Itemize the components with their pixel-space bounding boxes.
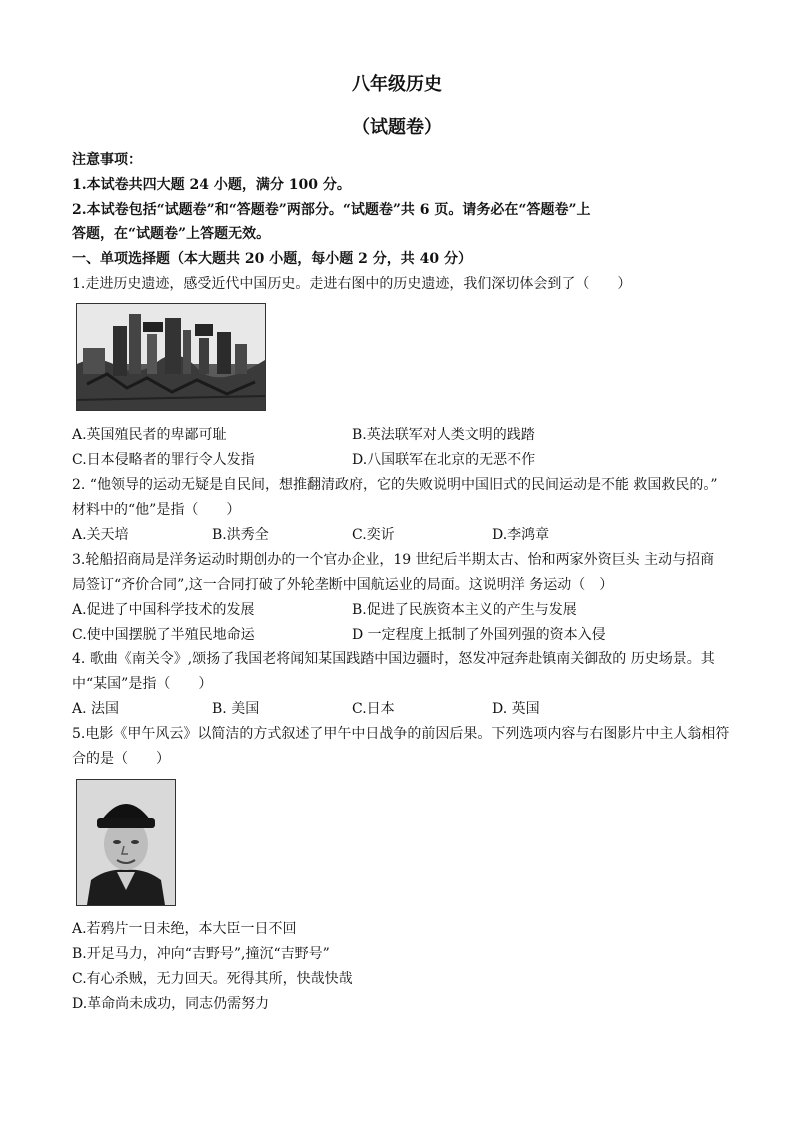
question-4-stem-line-2: 中“某国”是指（ ）: [72, 676, 213, 692]
question-5-option-c: C.有心杀贼，无力回天。死得其所，快哉快哉: [72, 971, 353, 987]
question-2-stem-line-2: 材料中的“他”是指（ ）: [72, 502, 241, 518]
section-heading: 一、单项选择题（本大题共 20 小题，每小题 2 分，共 40 分）: [72, 251, 472, 267]
question-4-option-d: D. 英国: [492, 701, 540, 717]
question-2-stem-line-1: 2. “他领导的运动无疑是自民间，想推翻清政府，它的失败说明中国旧式的民间运动是不能 救国救民的。”: [72, 477, 718, 493]
question-4-option-a: A. 法国: [72, 701, 120, 717]
question-5-option-d: D.革命尚未成功，同志仍需努力: [72, 996, 270, 1012]
question-5-option-b: B.开足马力，冲向“吉野号”,撞沉“吉野号”: [72, 946, 330, 962]
portrait-drawing: [77, 780, 175, 905]
notes-item-2-line-1: 2.本试卷包括“试题卷”和“答题卷”两部分。“试题卷”共 6 页。请务必在“答题卷”上: [72, 202, 591, 218]
question-4-option-b: B. 美国: [212, 701, 260, 717]
question-1-option-d: D.八国联军在北京的无恶不作: [352, 452, 536, 468]
question-3-option-a: A.促进了中国科学技术的发展: [72, 602, 255, 618]
question-4-stem-line-1: 4. 歌曲《南关令》,颂扬了我国老将闻知某国践踏中国边疆时，怒发冲冠奔赴镇南关御敌的 历史场景。其: [72, 651, 715, 667]
question-5-option-a: A.若鸦片一日未绝，本大臣一日不回: [72, 921, 297, 937]
question-1-option-a: A.英国殖民者的卑鄙可耻: [72, 427, 227, 443]
notes-heading: 注意事项：: [72, 152, 142, 168]
question-3-stem-line-1: 3.轮船招商局是洋务运动时期创办的一个官办企业，19 世纪后半期太古、怡和两家外资巨头 主动与招商: [72, 552, 715, 568]
question-3-stem-line-2: 局签订“齐价合同”,这一合同打破了外轮垄断中国航运业的局面。这说明洋 务运动（ ）: [72, 577, 614, 593]
question-2-option-c: C.奕䜣: [352, 527, 395, 543]
question-2-option-b: B.洪秀全: [212, 527, 269, 543]
notes-item-2-line-2: 答题，在“试题卷”上答题无效。: [72, 226, 271, 242]
question-3-option-b: B.促进了民族资本主义的产生与发展: [352, 602, 577, 618]
portrait-photo: [76, 779, 176, 906]
exam-title: 八年级历史: [352, 74, 442, 95]
exam-subtitle: （试题卷）: [352, 117, 442, 138]
question-1-stem: 1.走进历史遗迹，感受近代中国历史。走进右图中的历史遗迹，我们深切体会到了（ ）: [72, 276, 632, 292]
question-3-option-c: C.使中国摆脱了半殖民地命运: [72, 627, 255, 643]
question-2-option-a: A.关天培: [72, 527, 129, 543]
question-5-stem-line-1: 5.电影《甲午风云》以简洁的方式叙述了甲午中日战争的前因后果。下列选项内容与右图影片中主人翁相符: [72, 726, 730, 742]
ruins-illustration: [76, 303, 266, 411]
question-4-option-c: C.日本: [352, 701, 395, 717]
question-1-option-b: B.英法联军对人类文明的践踏: [352, 427, 535, 443]
question-5-stem-line-2: 合的是（ ）: [72, 751, 170, 767]
ruins-drawing: [77, 304, 265, 410]
question-3-option-d: D 一定程度上抵制了外国列强的资本入侵: [352, 627, 606, 643]
question-1-option-c: C.日本侵略者的罪行令人发指: [72, 452, 255, 468]
question-2-option-d: D.李鸿章: [492, 527, 550, 543]
notes-item-1: 1.本试卷共四大题 24 小题，满分 100 分。: [72, 177, 351, 193]
